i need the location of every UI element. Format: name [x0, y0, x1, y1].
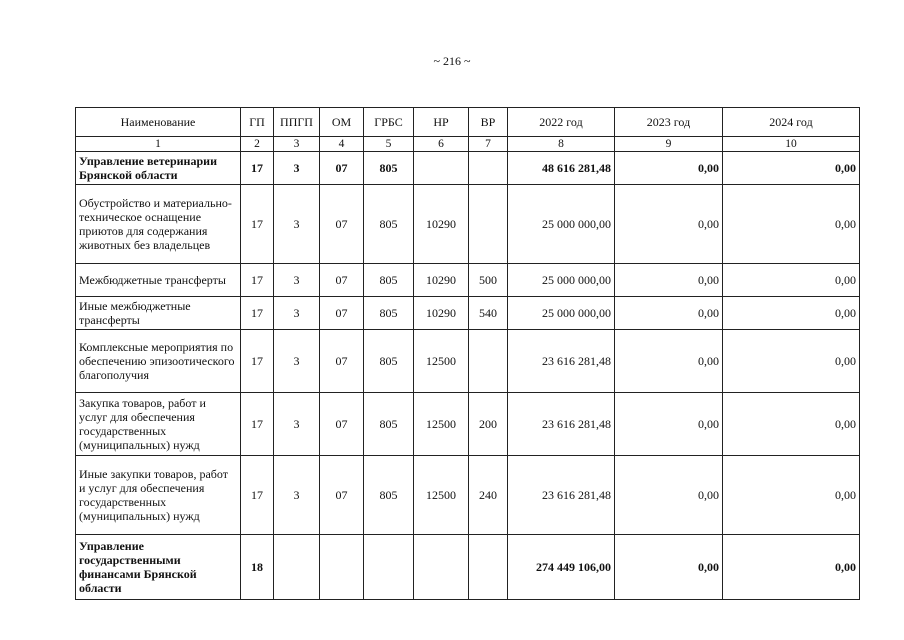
row-amount-2022: 23 616 281,48: [508, 330, 615, 393]
row-amount-2023: 0,00: [615, 393, 723, 456]
row-amount-2024: 0,00: [723, 297, 860, 330]
row-amount-2023: 0,00: [615, 264, 723, 297]
row-om: 07: [320, 456, 364, 535]
row-name: Иные закупки товаров, работ и услуг для обеспечения государственных (муниципальных) нужд: [76, 456, 241, 535]
row-om: 07: [320, 152, 364, 185]
row-vr: [469, 152, 508, 185]
row-name: Управление ветеринарии Брянской области: [76, 152, 241, 185]
row-grbs: 805: [364, 185, 414, 264]
column-number: 8: [508, 137, 615, 152]
row-om: [320, 535, 364, 600]
header-name: Наименование: [76, 108, 241, 137]
row-gp: 17: [241, 297, 274, 330]
table-row: [76, 393, 860, 456]
row-nr: [414, 535, 469, 600]
row-amount-2024: 0,00: [723, 330, 860, 393]
row-vr: [469, 185, 508, 264]
row-name: Иные межбюджетные трансферты: [76, 297, 241, 330]
column-number: 5: [364, 137, 414, 152]
row-om: 07: [320, 330, 364, 393]
row-amount-2023: 0,00: [615, 185, 723, 264]
header-ppgp: ППГП: [274, 108, 320, 137]
column-number: 4: [320, 137, 364, 152]
row-nr: [414, 152, 469, 185]
row-ppgp: 3: [274, 185, 320, 264]
row-ppgp: 3: [274, 152, 320, 185]
row-grbs: 805: [364, 152, 414, 185]
row-amount-2024: 0,00: [723, 264, 860, 297]
header-2023: 2023 год: [615, 108, 723, 137]
row-ppgp: 3: [274, 297, 320, 330]
row-name: Обустройство и материально-техническое оснащение приютов для содержания животных без владельцев: [76, 185, 241, 264]
row-gp: 17: [241, 393, 274, 456]
row-amount-2023: 0,00: [615, 330, 723, 393]
table-row: [76, 330, 860, 393]
table-row: [76, 535, 860, 600]
column-number-row: [76, 137, 860, 152]
column-number: 2: [241, 137, 274, 152]
row-amount-2022: 25 000 000,00: [508, 264, 615, 297]
row-gp: 17: [241, 264, 274, 297]
row-nr: 10290: [414, 185, 469, 264]
table-row: [76, 264, 860, 297]
row-name: Закупка товаров, работ и услуг для обеспечения государственных (муниципальных) нужд: [76, 393, 241, 456]
row-om: 07: [320, 185, 364, 264]
row-amount-2022: 23 616 281,48: [508, 393, 615, 456]
header-om: ОМ: [320, 108, 364, 137]
row-amount-2023: 0,00: [615, 152, 723, 185]
column-number: 6: [414, 137, 469, 152]
row-name: Комплексные мероприятия по обеспечению эпизоотического благополучия: [76, 330, 241, 393]
row-name: Управление государственными финансами Брянской области: [76, 535, 241, 600]
row-vr: [469, 535, 508, 600]
row-nr: 12500: [414, 393, 469, 456]
column-number: 10: [723, 137, 860, 152]
row-vr: 540: [469, 297, 508, 330]
row-amount-2022: 23 616 281,48: [508, 456, 615, 535]
row-nr: 12500: [414, 456, 469, 535]
header-nr: НР: [414, 108, 469, 137]
row-vr: 200: [469, 393, 508, 456]
row-nr: 10290: [414, 264, 469, 297]
row-amount-2022: 274 449 106,00: [508, 535, 615, 600]
table-row: [76, 297, 860, 330]
row-grbs: [364, 535, 414, 600]
row-amount-2024: 0,00: [723, 152, 860, 185]
row-amount-2022: 25 000 000,00: [508, 297, 615, 330]
row-ppgp: 3: [274, 456, 320, 535]
row-amount-2023: 0,00: [615, 535, 723, 600]
row-amount-2023: 0,00: [615, 297, 723, 330]
header-gp: ГП: [241, 108, 274, 137]
row-vr: 240: [469, 456, 508, 535]
table-row: [76, 185, 860, 264]
row-amount-2024: 0,00: [723, 393, 860, 456]
page-number: ~ 216 ~: [433, 54, 471, 68]
row-nr: 10290: [414, 297, 469, 330]
row-om: 07: [320, 297, 364, 330]
row-grbs: 805: [364, 330, 414, 393]
row-gp: 17: [241, 152, 274, 185]
row-name: Межбюджетные трансферты: [76, 264, 241, 297]
header-2022: 2022 год: [508, 108, 615, 137]
row-amount-2024: 0,00: [723, 535, 860, 600]
row-amount-2023: 0,00: [615, 456, 723, 535]
row-grbs: 805: [364, 297, 414, 330]
row-ppgp: 3: [274, 330, 320, 393]
header-vr: ВР: [469, 108, 508, 137]
row-om: 07: [320, 393, 364, 456]
table-header-row: [76, 108, 860, 137]
row-amount-2024: 0,00: [723, 456, 860, 535]
header-grbs: ГРБС: [364, 108, 414, 137]
column-number: 1: [76, 137, 241, 152]
row-grbs: 805: [364, 393, 414, 456]
budget-table: [75, 107, 860, 600]
row-vr: 500: [469, 264, 508, 297]
row-ppgp: 3: [274, 264, 320, 297]
row-vr: [469, 330, 508, 393]
row-amount-2024: 0,00: [723, 185, 860, 264]
row-om: 07: [320, 264, 364, 297]
table-row: [76, 152, 860, 185]
column-number: 9: [615, 137, 723, 152]
row-amount-2022: 48 616 281,48: [508, 152, 615, 185]
row-gp: 17: [241, 330, 274, 393]
table-row: [76, 456, 860, 535]
row-grbs: 805: [364, 456, 414, 535]
row-gp: 17: [241, 185, 274, 264]
row-ppgp: 3: [274, 393, 320, 456]
row-gp: 17: [241, 456, 274, 535]
row-amount-2022: 25 000 000,00: [508, 185, 615, 264]
column-number: 3: [274, 137, 320, 152]
header-2024: 2024 год: [723, 108, 860, 137]
row-ppgp: [274, 535, 320, 600]
row-nr: 12500: [414, 330, 469, 393]
row-gp: 18: [241, 535, 274, 600]
column-number: 7: [469, 137, 508, 152]
row-grbs: 805: [364, 264, 414, 297]
